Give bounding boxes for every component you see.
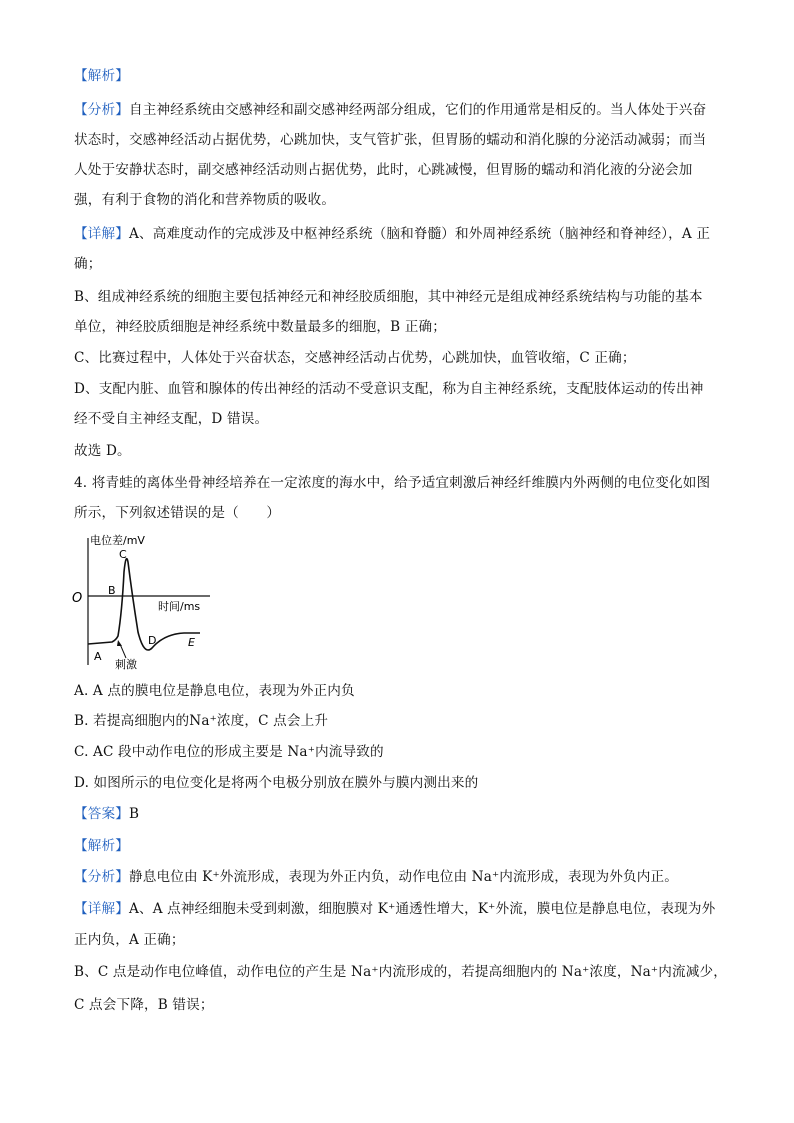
y-axis-label: 电位差/mV <box>90 534 145 547</box>
analysis-tag: 【解析】 <box>74 68 129 84</box>
point-label-c: C <box>119 548 127 561</box>
fenxi-line <box>74 867 724 887</box>
xiangjie-text: B、组成神经系统的细胞主要包括神经元和神经胶质细胞，其中神经元是组成神经系统结构与功能的基本 <box>74 289 703 305</box>
option-a: A. A 点的膜电位是静息电位，表现为外正内负 <box>74 683 355 699</box>
point-label-b: B <box>108 584 116 597</box>
option-b: B. 若提高细胞内的Na⁺浓度，C 点会上升 <box>74 713 329 729</box>
fenxi-text: 状态时，交感神经活动占据优势，心跳加快，支气管扩张，但胃肠的蠕动和消化腺的分泌活动减弱；而当 <box>74 132 707 148</box>
conclusion-text: 故选 D。 <box>74 443 131 459</box>
question-text: 将青蛙的离体坐骨神经培养在一定浓度的海水中，给予适宜刺激后神经纤维膜内外两侧的电位变化如图 <box>91 475 711 491</box>
answer-value: B <box>128 806 140 822</box>
question-number: 4. <box>74 475 88 491</box>
point-label-e: E <box>188 636 195 649</box>
answer-tag: 【答案】 <box>74 806 129 822</box>
xiangjie-text: A、A 点神经细胞未受到刺激，细胞膜对 K⁺通透性增大，K⁺外流，膜电位是静息电位，表现为外 <box>128 901 716 917</box>
xiangjie-text: B、C 点是动作电位峰值，动作电位的产生是 Na⁺内流形成的，若提高细胞内的 Na⁺浓度，Na⁺内流减少， <box>74 964 727 980</box>
xiangjie-text: A、高难度动作的完成涉及中枢神经系统（脑和脊髓）和外周神经系统（脑神经和脊神经），A 正 <box>128 226 711 242</box>
option-d: D. 如图所示的电位变化是将两个电极分别放在膜外与膜内测出来的 <box>74 775 479 791</box>
xiangjie-text: C、比赛过程中，人体处于兴奋状态，交感神经活动占优势，心跳加快，血管收缩，C 正确； <box>74 350 636 366</box>
xiangjie-tag: 【详解】 <box>74 226 129 242</box>
analysis-heading <box>74 836 724 856</box>
fenxi-tag: 【分析】 <box>74 102 129 118</box>
fenxi-text: 自主神经系统由交感神经和副交感神经两部分组成，它们的作用通常是相反的。当人体处于兴奋 <box>128 102 707 118</box>
fenxi-tag: 【分析】 <box>74 869 129 885</box>
membrane-potential-figure <box>68 532 218 672</box>
point-label-d: D <box>148 634 157 647</box>
x-axis-label: 时间/ms <box>158 600 201 613</box>
analysis-tag: 【解析】 <box>74 838 129 854</box>
point-label-a: A <box>94 650 102 663</box>
answer-line <box>74 804 724 824</box>
xiangjie-line <box>74 224 724 244</box>
question-text: 所示，下列叙述错误的是（ ） <box>74 505 281 521</box>
xiangjie-text: 单位，神经胶质细胞是神经系统中数量最多的细胞，B 正确； <box>74 319 446 335</box>
stimulus-arrow-head <box>117 640 122 646</box>
xiangjie-text: 经不受自主神经支配，D 错误。 <box>74 411 269 427</box>
xiangjie-text: D、支配内脏、血管和腺体的传出神经的活动不受意识支配，称为自主神经系统，支配肢体运动的传出神 <box>74 381 704 397</box>
xiangjie-text: C 点会下降，B 错误； <box>74 997 214 1013</box>
xiangjie-text: 正内负，A 正确； <box>74 932 185 948</box>
fenxi-text: 强，有利于食物的消化和营养物质的吸收。 <box>74 192 336 208</box>
option-c: C. AC 段中动作电位的形成主要是 Na⁺内流导致的 <box>74 744 384 760</box>
fenxi-text: 静息电位由 K⁺外流形成，表现为外正内负，动作电位由 Na⁺内流形成，表现为外负内正。 <box>128 869 678 885</box>
xiangjie-tag: 【详解】 <box>74 901 129 917</box>
xiangjie-line <box>74 899 724 919</box>
fenxi-line <box>74 100 724 120</box>
question-stem <box>74 473 724 493</box>
origin-label: O <box>72 591 83 606</box>
xiangjie-text: 确； <box>74 256 102 272</box>
stimulus-label: 刺激 <box>115 658 137 671</box>
fenxi-text: 人处于安静状态时，副交感神经活动则占据优势，此时，心跳减慢，但胃肠的蠕动和消化液的分泌会加 <box>74 162 693 178</box>
analysis-heading <box>74 66 724 86</box>
stimulus-arrow <box>120 644 126 658</box>
